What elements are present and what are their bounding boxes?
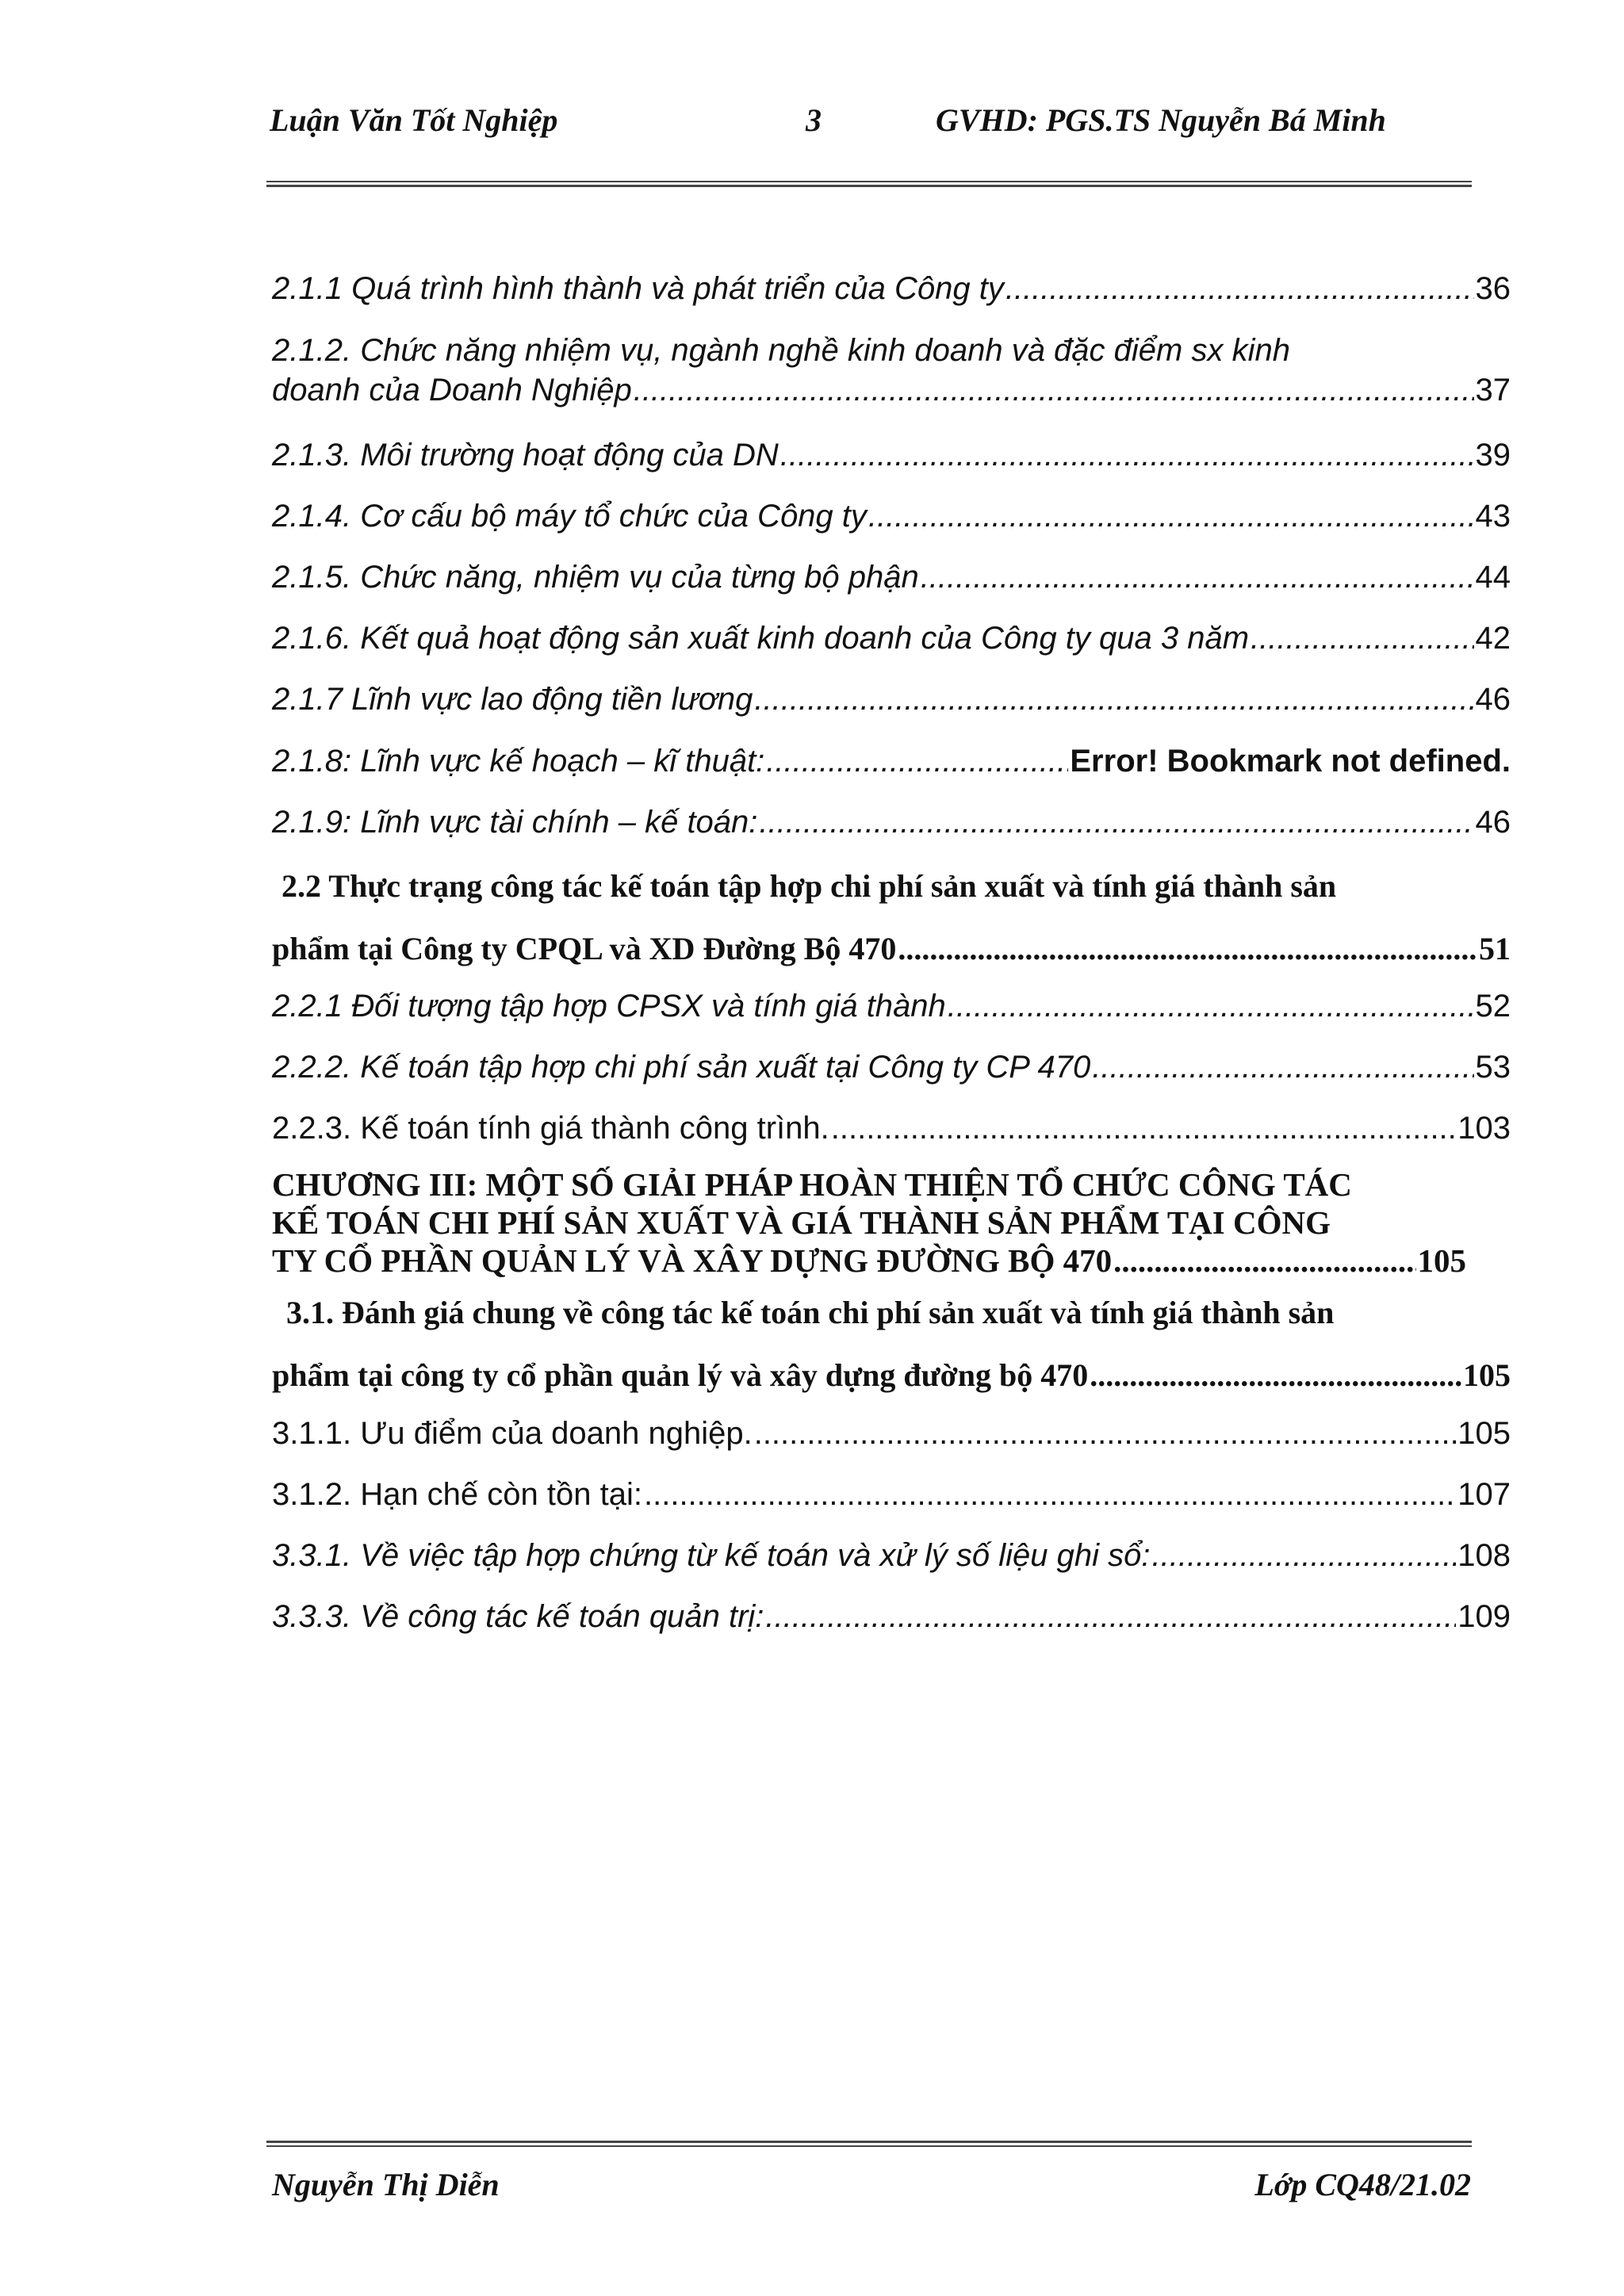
toc-entry-2-2[interactable]: 2.2 Thực trạng công tác kế toán tập hợp chi phí sản xuất và tính giá thành sản phẩm tại Công ty CPQL và XD Đường Bộ 470 ..... 51 bbox=[272, 867, 1511, 967]
toc-entry-chapter-3[interactable]: CHƯƠNG III: MỘT SỐ GIẢI PHÁP HOÀN THIỆN TỔ CHỨC CÔNG TÁC KẾ TOÁN CHI PHÍ SẢN XUẤT VÀ GIÁ THÀNH SẢN PHẨM TẠI CÔNG TY CỔ PHẦN QUẢN LÝ VÀ XÂY DỰNG ĐƯỜNG BỘ 470 ..... 105 bbox=[272, 1165, 1511, 1280]
toc-entry-3-3-1[interactable]: 3.3.1. Về việc tập hợp chứng từ kế toán và xử lý số liệu ghi sổ: ..... 108 bbox=[272, 1538, 1511, 1574]
toc-entry-2-1-3[interactable]: 2.1.3. Môi trường hoạt động của DN ..... 39 bbox=[272, 438, 1511, 473]
toc-entry-2-1-8[interactable]: 2.1.8: Lĩnh vực kế hoạch – kĩ thuật: ..... Error! Bookmark not defined. bbox=[272, 744, 1511, 779]
toc-entry-2-1-6[interactable]: 2.1.6. Kết quả hoạt động sản xuất kinh doanh của Công ty qua 3 năm ..... 42 bbox=[272, 621, 1511, 656]
toc-entry-2-1-5[interactable]: 2.1.5. Chức năng, nhiệm vụ của từng bộ phận ..... 44 bbox=[272, 560, 1511, 595]
toc-entry-2-1-7[interactable]: 2.1.7 Lĩnh vực lao động tiền lương ..... 46 bbox=[272, 682, 1511, 718]
toc-entry-2-1-9[interactable]: 2.1.9: Lĩnh vực tài chính – kế toán: ..... 46 bbox=[272, 805, 1511, 840]
toc-entry-3-1-1[interactable]: 3.1.1. Ưu điểm của doanh nghiệp. ..... 105 bbox=[272, 1416, 1511, 1452]
page-header bbox=[270, 101, 1497, 149]
toc-entry-2-2-3[interactable]: 2.2.3. Kế toán tính giá thành công trình. ..... 103 bbox=[272, 1111, 1511, 1146]
toc-entry-2-1-4[interactable]: 2.1.4. Cơ cấu bộ máy tổ chức của Công ty ..... 43 bbox=[272, 499, 1511, 534]
toc-entry-2-1-1[interactable]: 2.1.1 Quá trình hình thành và phát triển của Công ty ..... 36 bbox=[272, 271, 1511, 307]
footer-class: Lớp CQ48/21.02 bbox=[1254, 2167, 1471, 2202]
footer-double-rule bbox=[266, 2141, 1472, 2147]
toc-entry-2-2-2[interactable]: 2.2.2. Kế toán tập hợp chi phí sản xuất tại Công ty CP 470 ..... 53 bbox=[272, 1050, 1511, 1085]
toc-entry-3-1-2[interactable]: 3.1.2. Hạn chế còn tồn tại: ..... 107 bbox=[272, 1477, 1511, 1513]
toc-entry-2-2-1[interactable]: 2.2.1 Đối tượng tập hợp CPSX và tính giá thành ..... 52 bbox=[272, 989, 1511, 1024]
header-thesis-title: Luận Văn Tốt Nghiệp bbox=[270, 102, 558, 138]
header-double-rule bbox=[266, 181, 1472, 187]
page-footer bbox=[272, 2166, 1471, 2206]
bookmark-error-text: Error! Bookmark not defined. bbox=[1070, 744, 1511, 779]
header-supervisor: GVHD: PGS.TS Nguyễn Bá Minh bbox=[936, 102, 1386, 138]
toc-entry-2-1-2[interactable]: 2.1.2. Chức năng nhiệm vụ, ngành nghề kinh doanh và đặc điểm sx kinh doanh của Doanh Nghiệp ..... 37 bbox=[272, 333, 1511, 408]
toc-entry-3-3-3[interactable]: 3.3.3. Về công tác kế toán quản trị: ..... 109 bbox=[272, 1599, 1511, 1635]
footer-author: Nguyễn Thị Diễn bbox=[272, 2167, 500, 2202]
header-page-number: 3 bbox=[806, 102, 822, 138]
toc-entry-3-1[interactable]: 3.1. Đánh giá chung về công tác kế toán chi phí sản xuất và tính giá thành sản phẩm tại công ty cổ phần quản lý và xây dựng đường bộ 470 ..... 105 bbox=[272, 1294, 1511, 1394]
